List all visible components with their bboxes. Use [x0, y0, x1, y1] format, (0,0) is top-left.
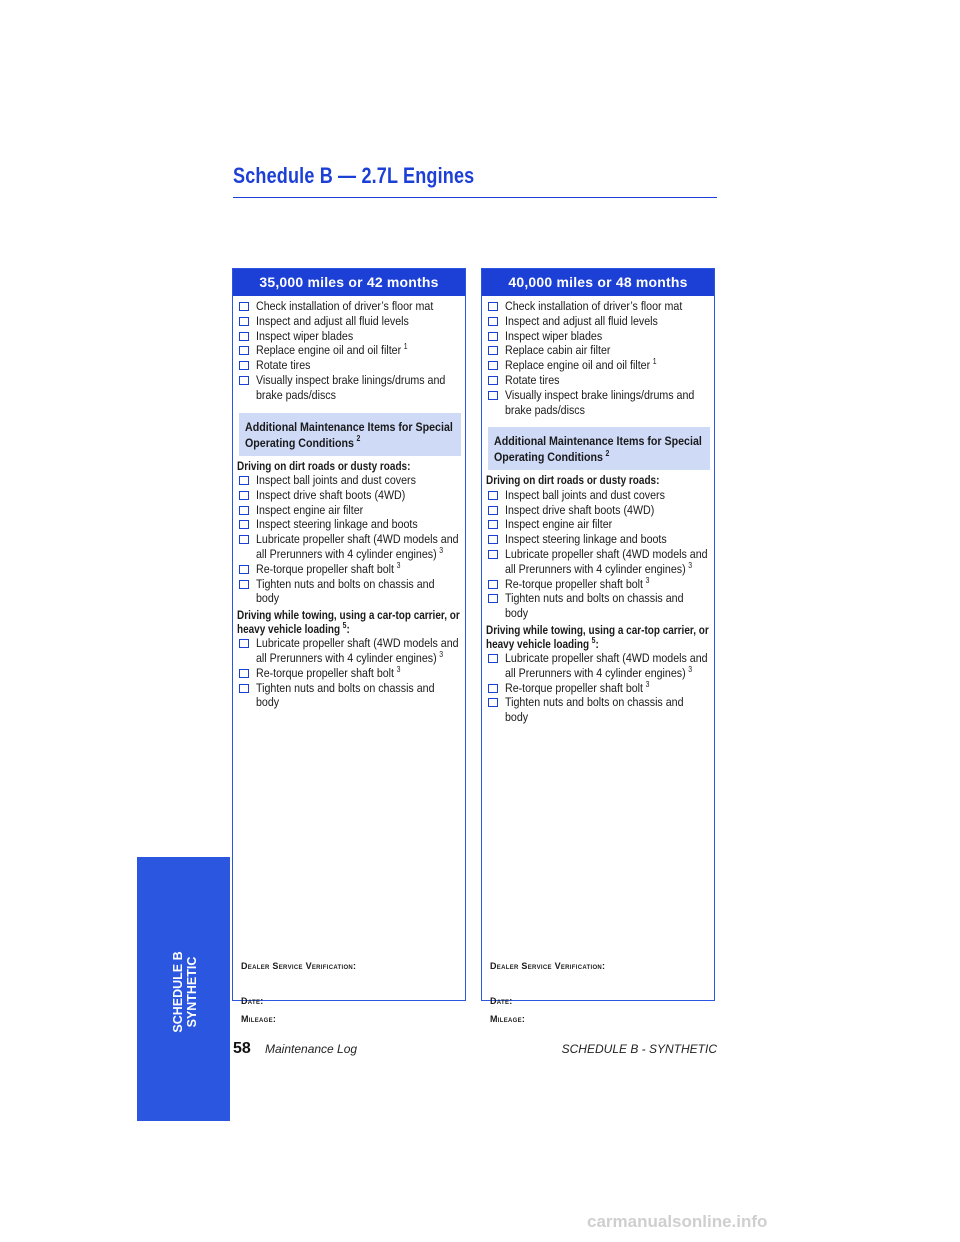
date-label: Date:	[241, 996, 264, 1006]
checkbox-icon[interactable]	[239, 506, 249, 515]
item-label: Tighten nuts and bolts on chassis and body	[256, 680, 435, 710]
footnote-ref: 3	[439, 649, 444, 659]
condition-heading-text	[486, 624, 709, 651]
item-label: Re-torque propeller shaft bolt	[505, 680, 644, 695]
checkbox-icon[interactable]	[488, 332, 498, 341]
checklist-item	[486, 314, 710, 329]
checklist-item	[486, 547, 710, 577]
checkbox-icon[interactable]	[239, 491, 249, 500]
item-text	[505, 329, 710, 344]
side-tab-line-1: SCHEDULE B	[171, 951, 185, 1033]
condition-checklist	[237, 636, 461, 710]
checkbox-icon[interactable]	[488, 376, 498, 385]
item-text	[256, 681, 461, 711]
special-conditions-title	[245, 419, 454, 451]
checkbox-icon[interactable]	[488, 550, 498, 559]
checklist-item	[237, 299, 461, 314]
footnote-ref: 3	[688, 560, 693, 570]
checklist-item	[237, 343, 461, 358]
item-label: Inspect ball joints and dust covers	[256, 473, 416, 488]
item-text	[505, 299, 710, 314]
item-label: Lubricate propeller shaft (4WD models and all Prerunners with 4 cylinder engines)	[505, 547, 708, 576]
checklist-item	[486, 517, 710, 532]
checklist-item	[237, 562, 461, 577]
item-text	[256, 636, 461, 666]
checkbox-icon[interactable]	[488, 520, 498, 529]
item-label: Re-torque propeller shaft bolt	[256, 665, 395, 680]
item-text	[256, 488, 461, 503]
item-text	[256, 532, 461, 562]
item-label: Inspect engine air filter	[256, 502, 364, 517]
item-label: Inspect wiper blades	[505, 328, 603, 343]
checkbox-icon[interactable]	[488, 594, 498, 603]
condition-heading-text	[486, 474, 709, 488]
condition-checklist	[237, 473, 461, 606]
checkbox-icon[interactable]	[488, 684, 498, 693]
item-label: Visually inspect brake linings/drums and brake pads/discs	[256, 372, 446, 402]
footnote-ref: 3	[439, 545, 444, 555]
checkbox-icon[interactable]	[488, 535, 498, 544]
item-text	[256, 329, 461, 344]
service-card-40000	[481, 268, 715, 1024]
checkbox-icon[interactable]	[239, 332, 249, 341]
item-label: Inspect and adjust all fluid levels	[505, 313, 658, 328]
footnote-ref: 2	[356, 434, 361, 444]
condition-heading	[237, 609, 461, 636]
checklist-item	[486, 532, 710, 547]
item-text	[505, 695, 710, 725]
item-text	[505, 314, 710, 329]
date-label: Date:	[490, 996, 513, 1006]
item-text	[505, 358, 710, 373]
checkbox-icon[interactable]	[239, 476, 249, 485]
footnote-ref: 1	[403, 342, 408, 352]
checkbox-icon[interactable]	[488, 698, 498, 707]
item-label: Inspect steering linkage and boots	[256, 517, 418, 532]
item-label: Lubricate propeller shaft (4WD models and all Prerunners with 4 cylinder engines)	[256, 532, 459, 562]
card-header: 40,000 miles or 48 months	[482, 269, 714, 296]
special-conditions-box	[239, 413, 461, 456]
condition-checklist	[486, 488, 710, 621]
item-label: Re-torque propeller shaft bolt	[256, 561, 395, 576]
item-text	[256, 343, 461, 358]
checklist-item	[486, 503, 710, 518]
item-label: Rotate tires	[505, 372, 560, 387]
item-label: Tighten nuts and bolts on chassis and body	[505, 695, 684, 725]
item-text	[505, 373, 710, 388]
item-label: Replace engine oil and oil filter	[505, 358, 651, 373]
checklist-item	[237, 666, 461, 681]
checkbox-icon[interactable]	[239, 376, 249, 385]
checkbox-icon[interactable]	[488, 391, 498, 400]
side-tab-label	[171, 951, 199, 1032]
checklist-item	[237, 329, 461, 344]
checkbox-icon[interactable]	[239, 580, 249, 589]
watermark: carmanualsonline.info	[587, 1212, 768, 1231]
checklist-item	[237, 681, 461, 711]
checklist-item	[486, 577, 710, 592]
mileage-label: Mileage:	[241, 1014, 277, 1024]
item-text	[505, 547, 710, 577]
condition-heading-label: Driving while towing, using a car-top carrier, or heavy vehicle loading	[486, 624, 709, 651]
item-text	[505, 651, 710, 681]
checkbox-icon[interactable]	[239, 346, 249, 355]
checkbox-icon[interactable]	[488, 580, 498, 589]
checklist-item	[237, 503, 461, 518]
title-rule	[233, 197, 717, 198]
condition-heading	[237, 460, 461, 474]
footer-section-title: Maintenance Log	[265, 1042, 358, 1056]
item-text	[505, 503, 710, 518]
item-text	[256, 666, 461, 681]
checklist-item	[237, 358, 461, 373]
item-label: Inspect wiper blades	[256, 328, 354, 343]
checkbox-icon[interactable]	[239, 639, 249, 648]
checklist	[486, 299, 710, 417]
checklist-item	[486, 358, 710, 373]
item-label: Check installation of driver’s floor mat	[256, 299, 434, 313]
item-text	[256, 517, 461, 532]
item-text	[256, 562, 461, 577]
item-label: Lubricate propeller shaft (4WD models and all Prerunners with 4 cylinder engines)	[505, 651, 708, 680]
item-label: Tighten nuts and bolts on chassis and body	[256, 576, 435, 606]
item-text	[256, 577, 461, 607]
item-text	[256, 299, 461, 314]
footnote-ref: 3	[396, 664, 401, 674]
footnote-ref: 3	[396, 560, 401, 570]
item-label: Rotate tires	[256, 358, 311, 373]
page-title: Schedule B — 2.7L Engines	[233, 163, 475, 188]
item-label: Replace cabin air filter	[505, 343, 611, 358]
footnote-ref: 3	[645, 575, 650, 585]
item-label: Re-torque propeller shaft bolt	[505, 576, 644, 591]
checkbox-icon[interactable]	[239, 302, 249, 311]
special-conditions-text: Additional Maintenance Items for Special Operating Conditions	[494, 434, 702, 465]
checkbox-icon[interactable]	[239, 684, 249, 693]
checkbox-icon[interactable]	[488, 361, 498, 370]
item-label: Inspect engine air filter	[505, 517, 613, 532]
card-body	[233, 296, 465, 710]
condition-heading-text	[237, 609, 460, 636]
item-text	[256, 503, 461, 518]
checkbox-icon[interactable]	[239, 520, 249, 529]
condition-heading	[486, 624, 710, 651]
item-label: Replace engine oil and oil filter	[256, 343, 402, 358]
item-text	[256, 358, 461, 373]
item-label: Check installation of driver’s floor mat	[505, 299, 683, 313]
checkbox-icon[interactable]	[239, 535, 249, 544]
checklist-item	[237, 488, 461, 503]
checkbox-icon[interactable]	[488, 654, 498, 663]
item-text	[256, 314, 461, 329]
item-label: Inspect drive shaft boots (4WD)	[256, 487, 406, 502]
footer-schedule-name: SCHEDULE B - SYNTHETIC	[561, 1042, 717, 1056]
checkbox-icon[interactable]	[239, 565, 249, 574]
checklist-item	[237, 517, 461, 532]
heading-colon: :	[595, 637, 599, 651]
condition-heading-label: Driving on dirt roads or dusty roads:	[486, 474, 660, 488]
checklist	[237, 299, 461, 403]
checkbox-icon[interactable]	[239, 317, 249, 326]
checklist-item	[237, 473, 461, 488]
checklist-item	[486, 681, 710, 696]
item-label: Inspect steering linkage and boots	[505, 532, 667, 547]
checklist-item	[486, 591, 710, 621]
card-body	[482, 296, 714, 725]
item-label: Inspect and adjust all fluid levels	[256, 313, 409, 328]
condition-heading-label: Driving while towing, using a car-top carrier, or heavy vehicle loading	[237, 609, 460, 636]
special-conditions-box	[488, 427, 710, 470]
item-label: Inspect ball joints and dust covers	[505, 487, 665, 502]
item-text	[505, 591, 710, 621]
heading-colon: :	[346, 622, 350, 636]
checklist-item	[486, 329, 710, 344]
item-label: Lubricate propeller shaft (4WD models and all Prerunners with 4 cylinder engines)	[256, 636, 459, 666]
checklist-item	[486, 651, 710, 681]
checklist-item	[486, 388, 710, 418]
condition-checklist	[486, 651, 710, 725]
checkbox-icon[interactable]	[239, 669, 249, 678]
side-tab-line-2: SYNTHETIC	[185, 956, 199, 1028]
footnote-ref: 3	[645, 679, 650, 689]
checklist-item	[237, 314, 461, 329]
checklist-item	[237, 636, 461, 666]
footnote-ref: 1	[652, 357, 657, 367]
condition-heading	[486, 474, 710, 488]
condition-heading-label: Driving on dirt roads or dusty roads:	[237, 459, 411, 473]
checklist-item	[486, 373, 710, 388]
item-label: Tighten nuts and bolts on chassis and body	[505, 591, 684, 621]
item-text	[256, 473, 461, 488]
footnote-ref: 2	[605, 449, 610, 459]
checklist-item	[486, 488, 710, 503]
item-label: Inspect drive shaft boots (4WD)	[505, 502, 655, 517]
service-card-35000	[232, 268, 466, 1024]
item-text	[505, 488, 710, 503]
mileage-label: Mileage:	[490, 1014, 526, 1024]
checklist-item	[237, 373, 461, 403]
checkbox-icon[interactable]	[488, 302, 498, 311]
footnote-ref: 5	[591, 635, 596, 645]
card-header: 35,000 miles or 42 months	[233, 269, 465, 296]
special-conditions-text: Additional Maintenance Items for Special Operating Conditions	[245, 419, 453, 450]
item-text	[505, 517, 710, 532]
checkbox-icon[interactable]	[488, 346, 498, 355]
special-conditions-title	[494, 433, 703, 465]
checklist-item	[237, 577, 461, 607]
dealer-verification-label: Dealer Service Verification:	[241, 961, 357, 971]
checklist-item	[486, 299, 710, 314]
item-text	[256, 373, 461, 403]
condition-heading-text	[237, 460, 460, 474]
item-label: Visually inspect brake linings/drums and brake pads/discs	[505, 387, 695, 417]
item-text	[505, 681, 710, 696]
checkbox-icon[interactable]	[239, 361, 249, 370]
item-text	[505, 577, 710, 592]
checkbox-icon[interactable]	[488, 317, 498, 326]
item-text	[505, 388, 710, 418]
footnote-ref: 5	[342, 620, 347, 630]
checkbox-icon[interactable]	[488, 506, 498, 515]
page-number: 58	[233, 1040, 251, 1057]
item-text	[505, 343, 710, 358]
checklist-item	[486, 343, 710, 358]
checklist-item	[237, 532, 461, 562]
checkbox-icon[interactable]	[488, 491, 498, 500]
dealer-verification-label: Dealer Service Verification:	[490, 961, 606, 971]
footnote-ref: 3	[688, 664, 693, 674]
checklist-item	[486, 695, 710, 725]
item-text	[505, 532, 710, 547]
